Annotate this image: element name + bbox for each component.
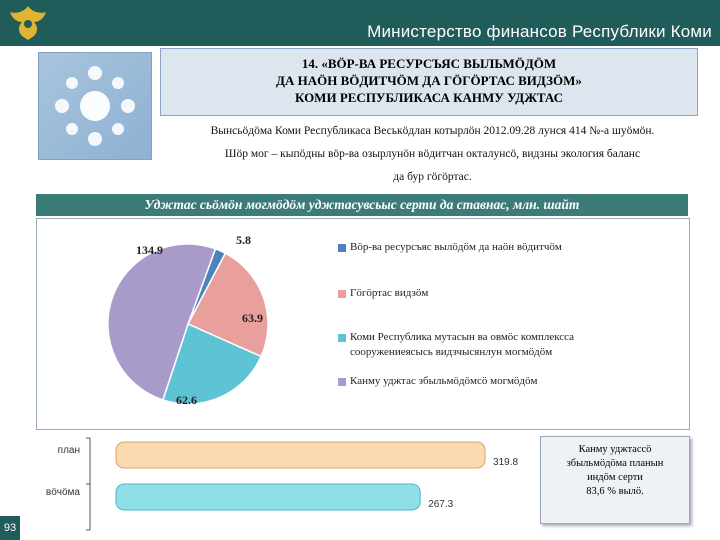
left-strip — [0, 46, 28, 540]
legend-swatch — [338, 334, 346, 342]
pie-value-label: 63.9 — [242, 311, 263, 325]
callout-line-4: 83,6 % вылӧ. — [586, 486, 644, 497]
program-description — [160, 120, 705, 189]
legend-label: Вӧр-ва ресурсъяс вылӧдӧм да наӧн вӧдитчӧм — [350, 241, 562, 253]
title-line-1: 14. «ВӦР-ВА РЕСУРСЪЯС ВЫЛЬМӦДӦМ — [301, 56, 557, 71]
coat-of-arms-icon — [4, 2, 52, 44]
program-title — [160, 48, 698, 116]
pie-chart-title: Уджтас сьӧмӧн могмӧдӧм уджтасувсьыс серти да ставнас, млн. шайт — [36, 194, 688, 216]
bar-category-label: вӧчӧма — [45, 487, 80, 498]
page-number: 93 — [0, 516, 20, 540]
dots-circle-icon — [39, 53, 151, 159]
bar-value-label: 267.3 — [428, 499, 454, 510]
legend-swatch — [338, 378, 346, 386]
ministry-title: Министерство финансов Республики Коми — [367, 22, 712, 41]
pie-value-label: 5.8 — [236, 233, 251, 247]
legend-swatch — [338, 244, 346, 252]
bar — [116, 484, 420, 510]
bar — [116, 442, 485, 468]
callout-line-3: индӧм серти — [587, 472, 643, 483]
completion-callout — [540, 436, 690, 524]
callout-line-2: збыльмӧдӧма планын — [566, 458, 664, 469]
legend-label: Канму уджтас збыльмӧдӧмсӧ могмӧдӧм — [350, 375, 538, 387]
legend-swatch — [338, 290, 346, 298]
decorative-tile — [38, 52, 152, 160]
bar-chart — [40, 434, 530, 534]
description-line-2: Шӧр мог – кыпӧдны вӧр-ва озырлунӧн вӧдитчан окталунсӧ, видзны экология баланс — [224, 148, 641, 160]
pie-value-label: 134.9 — [136, 243, 163, 257]
title-line-2: ДА НАӦН ВӦДИТЧӦМ ДА ГӦГӦРТАС ВИДЗӦМ» — [276, 73, 582, 88]
description-line-3: да бур гӧгӧртас. — [393, 171, 472, 183]
bar-value-label: 319.8 — [493, 457, 519, 468]
pie-value-label: 62.6 — [176, 393, 197, 407]
legend-label: Гӧгӧртас видзӧм — [350, 287, 429, 299]
title-line-3: КОМИ РЕСПУБЛИКАСА КАНМУ УДЖТАС — [294, 90, 564, 105]
legend-label: Коми Республика мутасын ва овмӧс комплексса сооружениеясысь видзчысянлун могмӧдӧм — [350, 331, 575, 358]
bar-category-label: план — [57, 445, 80, 456]
header-bar — [0, 0, 720, 46]
callout-line-1: Канму уджтассӧ — [578, 444, 652, 455]
description-line-1: Вынсьӧдӧма Коми Республикаса Веськӧдлан котырлӧн 2012.09.28 лунся 414 №-а шуӧмӧн. — [210, 125, 655, 137]
